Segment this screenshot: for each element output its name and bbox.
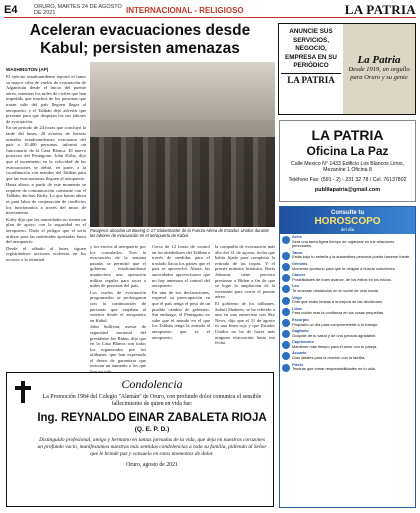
horoscope-sign <box>280 328 415 339</box>
sign-text: Estás bajo tu estrella y la autoestima personal puede hacerse fuerte. <box>292 254 411 260</box>
ad-slogan-text: Desde 1919, un orgullo para Oruro y su gente <box>348 66 410 81</box>
horoscope-box <box>279 206 416 508</box>
crowd-image <box>90 137 275 227</box>
article-column-1 <box>6 74 86 364</box>
sign-text: Tendrás que tomar responsabilidades en tu vida. <box>292 366 376 372</box>
condolence-notice <box>6 372 274 507</box>
issue-date: ORURO, MARTES 24 DE AGOSTO DE 2021 <box>34 4 122 16</box>
advertisement-box <box>278 23 416 115</box>
zodiac-icon <box>282 364 290 372</box>
zodiac-icon <box>282 236 290 244</box>
article-column-2 <box>90 244 146 375</box>
condolence-intro: La Promoción 1984 del Colegio "Alemán" de Oruro, con profundo dolor comunica el sensible fallecimiento de quien en vida fue: <box>42 394 262 408</box>
promo-title: LA PATRIA <box>311 127 384 143</box>
sign-text: Propósito un día para comprometerte a tu trabajo. <box>292 321 379 327</box>
sign-name: Sagitario <box>292 328 309 334</box>
zodiac-icon <box>282 274 290 282</box>
article-byline: WASHINGTON (AP) <box>6 67 49 72</box>
sign-name: Capricornio <box>292 339 314 345</box>
article-column-4 <box>215 244 275 364</box>
sign-text: Ocúpate de tu salud y de una jornada agradable. <box>292 332 377 338</box>
promo-email: publilapatria@gmail.com <box>314 186 381 193</box>
section-title: INTERNACIONAL - RELIGIOSO <box>126 5 244 15</box>
paragraph: Kirby dijo que las autoridades no tienen un plan de apoyo con la seguridad en el aeropuerto. Dado el peligro que el sería utilizar para las multitudes apostadas fuera del aeropuerto. <box>6 216 86 245</box>
sign-text: Te cruzarán obstáculos en la noche de vida social. <box>292 287 379 293</box>
horoscope-sign <box>280 362 415 373</box>
horoscope-sign <box>280 350 415 361</box>
ad-text <box>279 24 343 114</box>
aircraft-image <box>90 62 275 120</box>
sign-name: Acuario <box>292 350 307 356</box>
ad-copy: ANUNCIE SUS SERVICIOS, NEGOCIO, EMPRESA EN SU PERIÓDICO <box>285 28 337 70</box>
article-column-3 <box>152 244 210 364</box>
sign-name: Piscis <box>292 361 304 367</box>
paragraph: El ejército estadounidense reportó el lunes su mayor cifra de vuelos de evacuación de Afganistán desde el inicio del puente aéreo, mientras los miles de civiles que han impedido que muchos de los personas que tratan salir del país lleguen llegar al aeropuerto, y el Talibán dejó advertir que presente para que despejan los sus labores de evacuación. <box>6 74 86 124</box>
sign-text: Mantener más tiempo para el amor con tu pareja. <box>292 343 378 349</box>
article-headline: Aceleran evacuaciones desde Kabul; persisten amenazas <box>29 22 251 57</box>
sign-text: Posibilidades de buen avance, de los éxitos en los inicios. <box>292 276 392 282</box>
page-header <box>4 3 416 18</box>
paragraph: En un periodo de 24 horas que concluyó la tarde del lunes, 28 aviones de fuerzas armadas estadounidenses evacuaron del país a 10.400 personas, informó un funcionario de la Casa Blanca. El nuevo portavoz del Pentágono, John Kirby, dijo que el incremento en la velocidad de las evacuaciones se debió, en parte, a la coordinación con mandos del Talibán para que las evacuaciones lleguen al aeropuerto. <box>6 125 86 181</box>
sign-name: Cáncer <box>292 272 306 278</box>
paragraph: Cerca de 12 horas de control en los alrededores del Talibán a través de medidas para el traslado hacia los países que el país se aprovechó. Ahora, las autoridades aprovecharon que no hay amenaza al control del aeropuerto. <box>152 244 210 289</box>
horoscope-sign <box>280 250 415 261</box>
paragraph: Hasta ahora, a partir de este momento se requiere de comunicación constante con el Talibán, declaró Kirby. Lo que hacen ahora es para labor de cooperación de conflictos los funcionarios a través del muro de movimiento. <box>6 182 86 216</box>
condolence-message: Distinguido profesional, amigo y hermano en tantas jornadas de la vida, que deja en nuestros corazones un profundo vacío, manifestamos nuestras más sentidas condolencias a toda su familia, pidiendo al Señor que le brinde paz y consuelo en estos momentos de dolor. <box>37 437 267 457</box>
paragraph: la compañía de evacuación más alta del 31 de agosto, fecha que había fijado para completar la retirada de las tropas. Y el primer ministro británico, Boris Johnson, tiene previsto presionar a Biden a fin de que se logre la ampliación de la extensión para cerrar el puente aéreo. <box>215 244 275 300</box>
horoscope-sign <box>280 272 415 283</box>
horoscope-sub: del día <box>340 226 355 232</box>
sign-name: Aries <box>292 234 302 239</box>
horoscope-banner <box>280 207 415 234</box>
horoscope-sign <box>280 295 415 306</box>
promo-subtitle: Oficina La Paz <box>306 144 389 158</box>
newspaper-logo: LA PATRIA <box>344 2 416 17</box>
promo-address: Calle Mexico N° 1433 Edificio Los Blancos Lirios, Mezanine 1 Oficina 8 <box>290 161 405 174</box>
ad-slogan <box>343 24 415 114</box>
sign-name: Leo <box>292 283 299 289</box>
horoscope-sign <box>280 283 415 294</box>
sign-text: Días ideales para la reunión con la familia. <box>292 355 366 361</box>
sign-name: Virgo <box>292 294 302 300</box>
page-number: E4 <box>4 4 18 16</box>
zodiac-icon <box>282 263 290 271</box>
sign-text: Días que estén tensas a la mejora de las decisiones. <box>292 299 384 305</box>
ad-slogan-brand: La Patria <box>357 54 401 66</box>
horoscope-title: HOROSCOPO <box>314 215 381 227</box>
paragraph: En una de sus declaraciones, expresó su preocupación en que el país tenga el peso de un posible cambio de gobierno. Sin embargo, el Pentágono no sabe que el mundo en el que los Talibán tenga la entrada al aeropuerto que es el aeropuerto. <box>152 289 210 340</box>
sign-name: Escorpio <box>292 316 309 322</box>
paragraph: El gobierno de los talibanes, Sohail Shaheen, se ha referido a una en una entrevista con Sky News, dijo que el 31 de agosto es una línea roja y que Estados Unidos no ha de hacer más ninguna evacuación hasta esa fecha. <box>215 300 275 346</box>
horoscope-sign <box>280 339 415 350</box>
sign-text: Será una tarea ligera tiempo de organizar en tus relaciones personales. <box>292 238 395 249</box>
sign-name: Tauro <box>292 249 303 255</box>
sign-name: Libra <box>292 305 302 311</box>
office-promo <box>279 120 416 202</box>
horoscope-sign <box>280 261 415 272</box>
rip-text: (Q. E. P. D.) <box>134 426 170 434</box>
photo-caption: Pasajeros abordan un Boeing C-17 Globemaster de la Fuerza Aérea de Estados Unidos durante las labores de evacuación en el aeropuerto de Kabul. <box>90 228 269 238</box>
horoscope-list <box>280 234 415 373</box>
zodiac-icon <box>282 352 290 360</box>
zodiac-icon <box>282 341 290 349</box>
paragraph: Desde el sábado al lunes siguen registrándose acciones violentas en los accesos a la terminal. <box>6 245 86 262</box>
sign-text: Para cuidar más la confianza en las cosas pequeñas. <box>292 310 385 316</box>
article-photo <box>90 62 275 227</box>
condolence-title: Condolencia <box>121 377 183 391</box>
horoscope-sign <box>280 234 415 250</box>
sign-text: Momento oportuno para que te obligue a buscar soluciones. <box>292 265 396 271</box>
zodiac-icon <box>282 308 290 316</box>
cross-icon <box>15 381 31 403</box>
sign-name: Géminis <box>292 260 308 266</box>
condolence-date: Oruro, agosto de 2021 <box>126 461 178 468</box>
horoscope-sign <box>280 317 415 328</box>
zodiac-icon <box>282 285 290 293</box>
deceased-name: Ing. REYNALDO EINAR ZABALETA RIOJA <box>37 412 267 425</box>
paragraph: John Sullivan, asesor de seguridad nacional del presidente Joe Biden, dijo que en la Casa Blanca son todos los organizados por los talibanes, que han expresado el deseo de garantizar que evacuar un aumento a los que buscan salir. <box>90 324 146 375</box>
ad-brand: LA PATRIA <box>281 73 341 85</box>
zodiac-icon <box>282 330 290 338</box>
zodiac-icon <box>282 252 290 260</box>
horoscope-sign <box>280 306 415 317</box>
zodiac-icon <box>282 297 290 305</box>
paragraph: Los vuelos de evacuación programados se prolongaron con la continuación de personas que viajaban al exterior desde el aeropuerto en Kabul. <box>90 289 146 323</box>
promo-phone: Teléfono Fax: (591 - 2) - 231 32 78 / Cel. 76137802 <box>288 176 407 183</box>
horoscope-pre: Consulte tu <box>331 209 364 216</box>
zodiac-icon <box>282 319 290 327</box>
paragraph: y los envíos al aeropuerto por los consulados. Tras la evacuación de la semana pasada, se permitió que el gobierno estadounidense mantuviera una operación militar regular para sacar a miles de personas del país. <box>90 244 146 289</box>
